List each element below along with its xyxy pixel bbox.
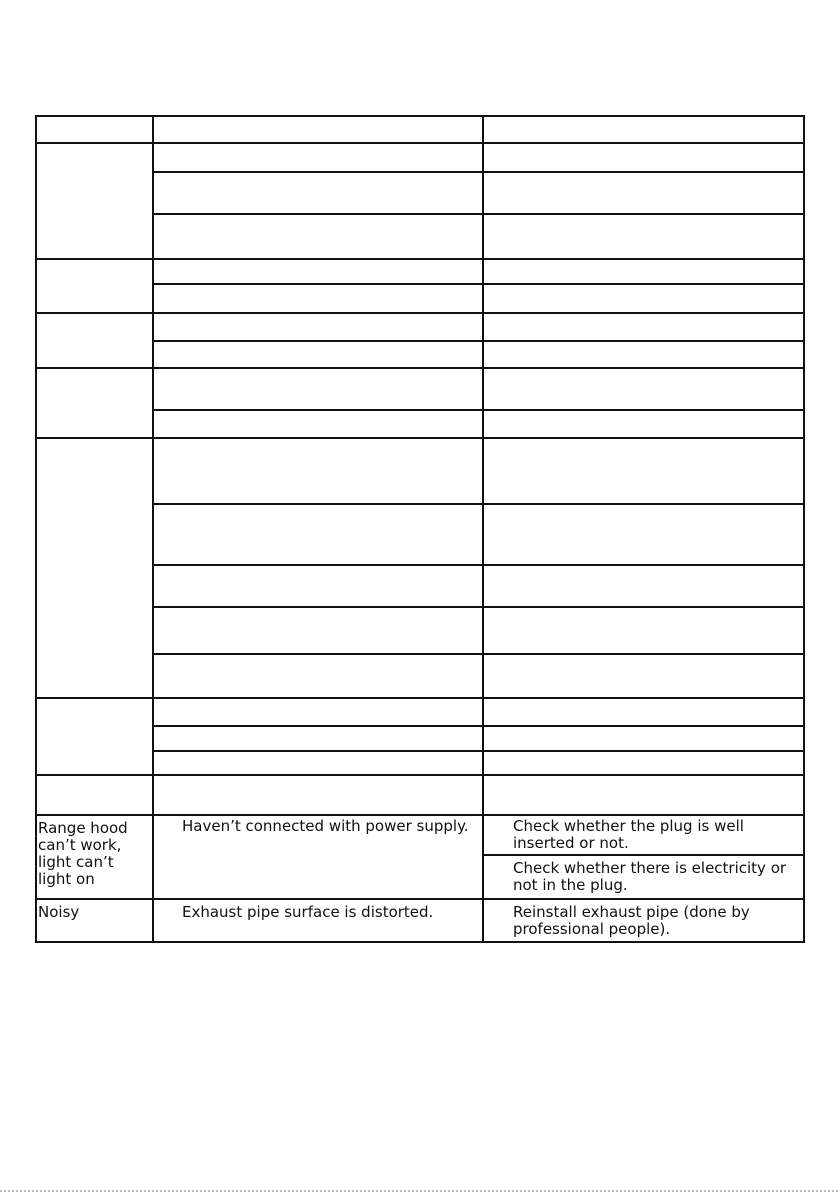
row-divider bbox=[153, 503, 805, 505]
row-divider bbox=[35, 312, 805, 314]
solution-cell: Check whether the plug is well inserted or not. bbox=[513, 817, 744, 852]
column-divider bbox=[482, 115, 484, 943]
solution-cell: Reinstall exhaust pipe (done by professional people). bbox=[513, 903, 750, 938]
row-divider bbox=[483, 854, 805, 856]
row-divider bbox=[153, 564, 805, 566]
row-divider bbox=[35, 941, 805, 943]
row-divider bbox=[35, 258, 805, 260]
row-divider bbox=[35, 142, 805, 144]
column-divider bbox=[803, 115, 805, 943]
cause-cell: Haven’t connected with power supply. bbox=[182, 817, 469, 835]
column-divider bbox=[35, 115, 37, 943]
row-divider bbox=[153, 340, 805, 342]
row-divider bbox=[153, 653, 805, 655]
row-divider bbox=[153, 750, 805, 752]
row-divider bbox=[35, 115, 805, 117]
row-divider bbox=[35, 774, 805, 776]
row-divider bbox=[35, 437, 805, 439]
symptom-cell: Range hood can’t work, light can’t light on bbox=[38, 819, 128, 888]
row-divider bbox=[153, 409, 805, 411]
row-divider bbox=[153, 171, 805, 173]
row-divider bbox=[35, 367, 805, 369]
cause-cell: Exhaust pipe surface is distorted. bbox=[182, 903, 434, 921]
row-divider bbox=[35, 898, 805, 900]
column-divider bbox=[152, 115, 154, 943]
row-divider bbox=[153, 283, 805, 285]
row-divider bbox=[153, 606, 805, 608]
solution-cell: Check whether there is electricity or not in the plug. bbox=[513, 859, 787, 894]
row-divider bbox=[153, 213, 805, 215]
row-divider bbox=[35, 697, 805, 699]
symptom-cell: Noisy bbox=[38, 903, 80, 921]
row-divider bbox=[153, 725, 805, 727]
row-divider bbox=[35, 814, 805, 816]
